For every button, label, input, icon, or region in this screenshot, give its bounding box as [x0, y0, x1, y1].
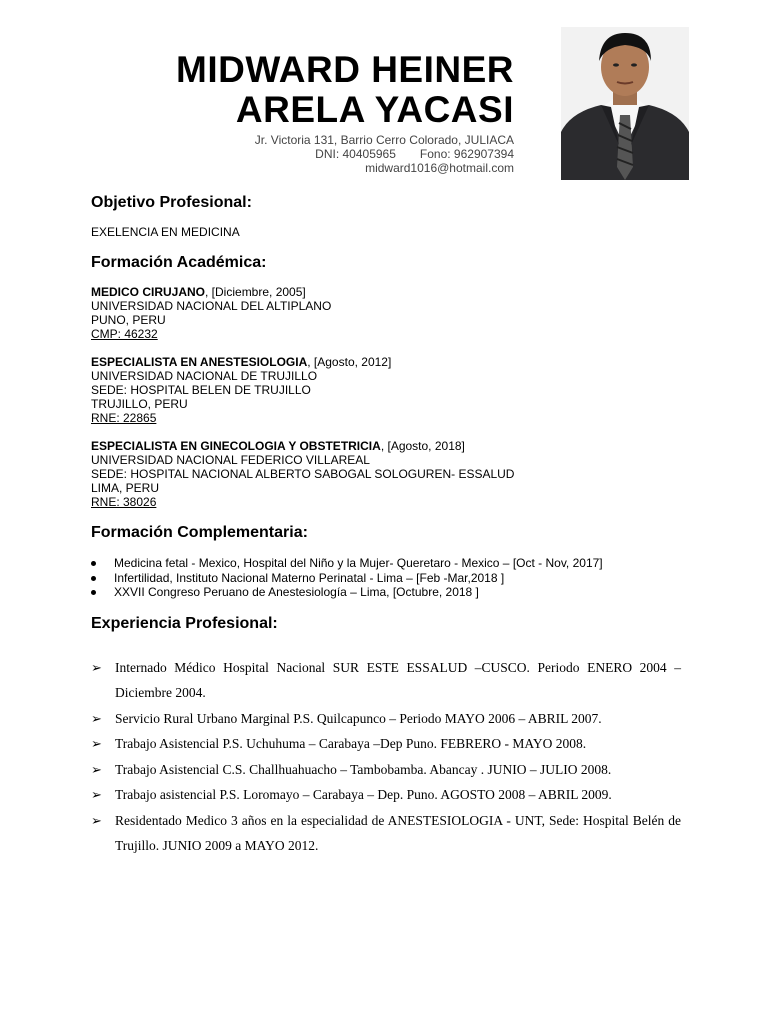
- degree-title: ESPECIALISTA EN GINECOLOGIA Y OBSTETRICIA: [91, 439, 381, 453]
- list-item-text: Trabajo Asistencial C.S. Challhuahuacho – Tambobamba. Abancay . JUNIO – JULIO 2008.: [115, 761, 612, 777]
- list-item: [91, 585, 681, 600]
- complementaria-list: [91, 556, 681, 600]
- arrow-bullet-icon: ➢: [91, 710, 102, 726]
- degree-date: , [Agosto, 2012]: [307, 355, 392, 369]
- list-item: [91, 556, 681, 571]
- list-item: [91, 731, 681, 757]
- arrow-bullet-icon: ➢: [91, 812, 102, 828]
- cv-content: [91, 193, 681, 859]
- degree-line: SEDE: HOSPITAL NACIONAL ALBERTO SABOGAL SOLOGUREN- ESSALUD: [91, 467, 515, 481]
- arrow-bullet-icon: ➢: [91, 659, 102, 675]
- bullet-icon: [91, 576, 96, 581]
- bullet-icon: [91, 561, 96, 566]
- list-item: [91, 655, 681, 706]
- degree-line: SEDE: HOSPITAL BELEN DE TRUJILLO: [91, 383, 311, 397]
- arrow-bullet-icon: ➢: [91, 761, 102, 777]
- list-item: [91, 706, 681, 732]
- education-item: [91, 439, 681, 509]
- objetivo-text: EXELENCIA EN MEDICINA: [91, 225, 240, 239]
- header-block: [120, 50, 514, 175]
- degree-line: PUNO, PERU: [91, 313, 166, 327]
- degree-title: MEDICO CIRUJANO: [91, 285, 206, 299]
- list-item-text: Trabajo Asistencial P.S. Uchuhuma – Carabaya –Dep Puno. FEBRERO - MAYO 2008.: [115, 736, 587, 751]
- objetivo-title: Objetivo Profesional:: [91, 194, 252, 211]
- list-item-text: Trabajo asistencial P.S. Loromayo – Carabaya – Dep. Puno. AGOSTO 2008 – ABRIL 2009.: [115, 787, 612, 802]
- name-second-line: ARELA YACASI: [235, 89, 514, 130]
- degree-line: UNIVERSIDAD NACIONAL DE TRUJILLO: [91, 369, 318, 383]
- degree-line: LIMA, PERU: [91, 481, 160, 495]
- arrow-bullet-icon: ➢: [91, 787, 102, 802]
- degree-title: ESPECIALISTA EN ANESTESIOLOGIA: [91, 355, 308, 369]
- degree-line: TRUJILLO, PERU: [91, 397, 188, 411]
- id-phone-line: [120, 147, 514, 161]
- dni: DNI: 40405965: [315, 147, 396, 161]
- list-item-text: Infertilidad, Instituto Nacional Materno Perinatal - Lima – [Feb -Mar,2018 ]: [114, 570, 505, 585]
- list-item: [91, 757, 681, 783]
- degree-code: RNE: 38026: [91, 495, 157, 509]
- experiencia-list: [91, 655, 681, 859]
- list-item-text: Servicio Rural Urbano Marginal P.S. Quilcapunco – Periodo MAYO 2006 – ABRIL 2007.: [115, 710, 602, 726]
- email: midward1016@hotmail.com: [365, 161, 514, 175]
- education-item: [91, 355, 681, 425]
- degree-line: UNIVERSIDAD NACIONAL FEDERICO VILLAREAL: [91, 453, 370, 467]
- list-item: [91, 782, 681, 808]
- degree-code: CMP: 46232: [91, 327, 158, 341]
- degree-code: RNE: 22865: [91, 411, 157, 425]
- degree-date: , [Agosto, 2018]: [380, 439, 465, 453]
- list-item-text: Internado Médico Hospital Nacional SUR ESTE ESSALUD –CUSCO. Periodo ENERO 2004 – Diciembre 2004.: [115, 659, 681, 700]
- degree-line: UNIVERSIDAD NACIONAL DEL ALTIPLANO: [91, 299, 332, 313]
- list-item: [91, 571, 681, 586]
- list-item-text: Residentado Medico 3 años en la especialidad de ANESTESIOLOGIA - UNT, Sede: Hospital Belén de Trujillo. JUNIO 2009 a MAYO 2012.: [115, 812, 681, 853]
- bullet-icon: [91, 590, 96, 595]
- complementaria-title: Formación Complementaria:: [91, 524, 308, 541]
- name-first-line: MIDWARD HEINER: [176, 49, 514, 90]
- formacion-title: Formación Académica:: [91, 254, 267, 271]
- experiencia-title: Experiencia Profesional:: [91, 614, 278, 632]
- address: Jr. Victoria 131, Barrio Cerro Colorado, JULIACA: [254, 133, 514, 147]
- list-item: [91, 808, 681, 859]
- education-item: [91, 285, 681, 341]
- profile-photo: [561, 27, 689, 180]
- phone: Fono: 962907394: [419, 147, 514, 161]
- list-item-text: XXVII Congreso Peruano de Anestesiología – Lima, [Octubre, 2018 ]: [114, 585, 479, 599]
- arrow-bullet-icon: ➢: [91, 736, 102, 751]
- degree-date: , [Diciembre, 2005]: [205, 285, 306, 299]
- list-item-text: Medicina fetal - Mexico, Hospital del Niño y la Mujer- Queretaro - Mexico – [Oct - Nov, 2017]: [114, 556, 603, 570]
